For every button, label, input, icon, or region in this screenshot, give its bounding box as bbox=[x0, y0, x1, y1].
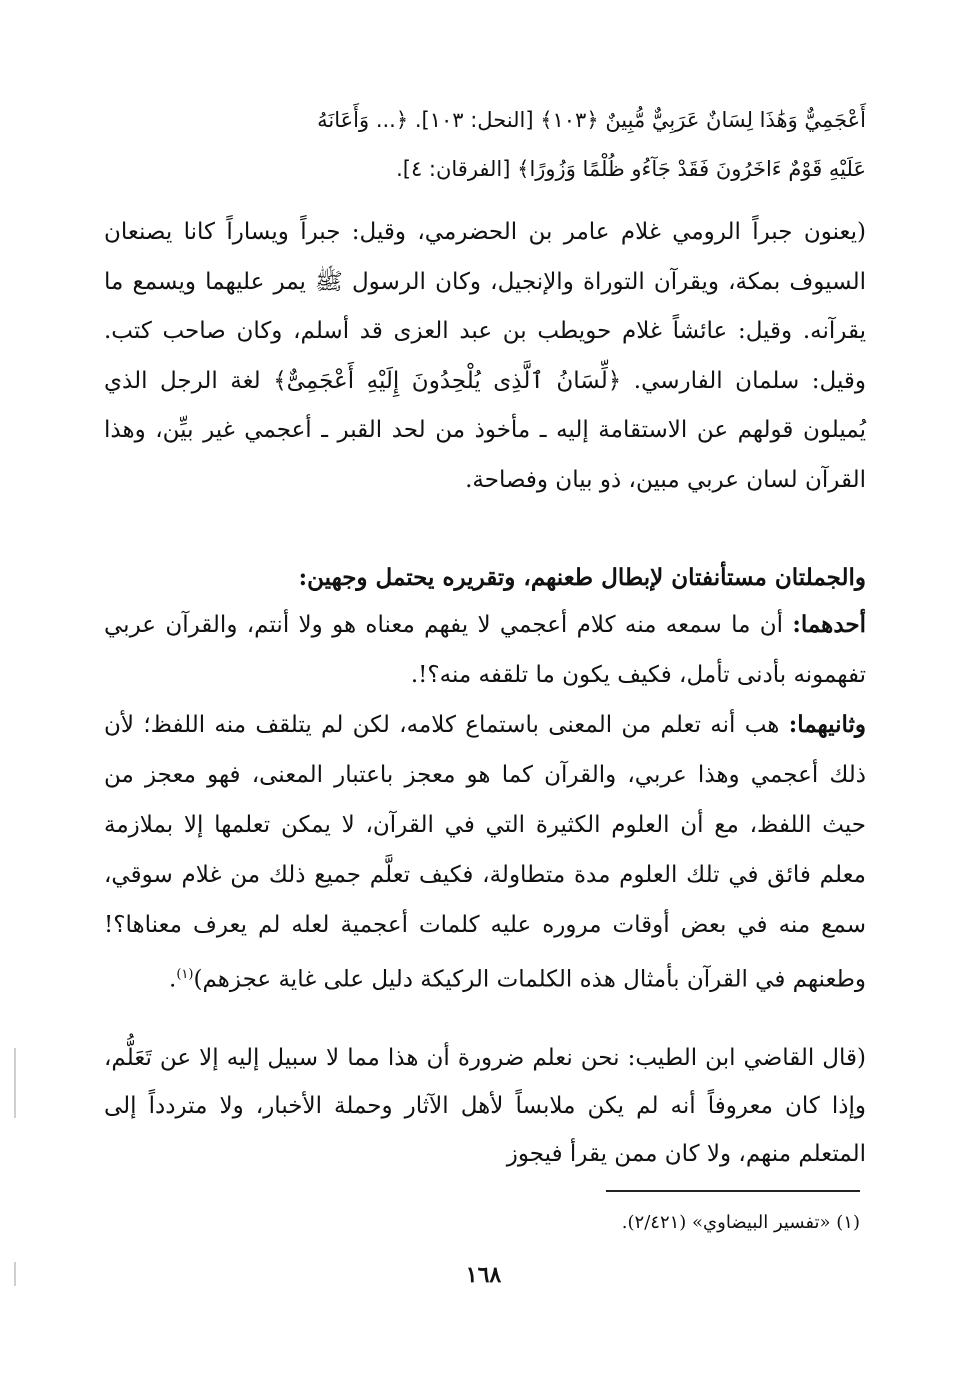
second-aspect-text: هب أنه تعلم من المعنى باستماع كلامه، لكن لم يتلقف منه اللفظ؛ لأن ذلك أعجمي وهذا عربي، والقرآن كما هو معجز باعتبار المعنى، فهو معجز من حيث اللفظ، مع أن العلوم الكثيرة التي في القرآن، لا يمكن تعلمها إلا بملازمة معلم فائق في تلك العلوم مدة متطاولة، فكيف تعلَّم جميع ذلك من غلام سوقي، سمع منه في بعض أوقات مروره عليه كلمات أعجمية لعله لم يعرف معناها؟! وطعنهم في القرآن بأمثال هذه الكلمات الركيكة دليل على غاية عجزهم) bbox=[104, 712, 866, 993]
first-aspect-label: أحدهما: bbox=[792, 611, 866, 638]
footnote: (١) «تفسير البيضاوي» (٢/٤٢١). bbox=[621, 1212, 860, 1233]
paragraph-commentary: (يعنون جبراً الرومي غلام عامر بن الحضرمي، وقيل: جبراً ويساراً كانا يصنعان السيوف بمكة، ويقرآن التوراة والإنجيل، وكان الرسول ﷺ يمر عليهما ويسمع ما يقرآنه. وقيل: عائشاً غلام حويطب بن عبد العزى قد أسلم، وكان صاحب كتب. وقيل: سلمان الفارسي. ﴿لِّسَانُ ٱلَّذِى يُلْحِدُونَ إِلَيْهِ أَعْجَمِىٌّ﴾ لغة الرجل الذي يُميلون قولهم عن الاستقامة إليه ـ مأخوذ من لحد القبر ـ أعجمي غير بيِّن، وهذا القرآن لسان عربي مبين، ذو بيان وفصاحة. bbox=[104, 219, 866, 493]
paragraph-first-aspect bbox=[104, 600, 866, 700]
verse-line-2: عَلَيْهِ قَوْمٌ ءَاخَرُونَ فَقَدْ جَآءُو ظُلْمًا وَزُورًا﴾ [الفرقان: ٤]. bbox=[396, 157, 866, 181]
paragraph-second-aspect bbox=[104, 700, 866, 1005]
scan-margin-mark bbox=[14, 1262, 16, 1286]
second-aspect-label: وثانيهما: bbox=[788, 711, 866, 738]
footnote-marker[interactable]: (١) bbox=[176, 967, 194, 982]
second-aspect-end: . bbox=[169, 966, 177, 993]
first-aspect-text: أن ما سمعه منه كلام أعجمي لا يفهم معناه هو ولا أنتم، والقرآن عربي تفهمونه بأدنى تأمل، فكيف يكون ما تلقفه منه؟!. bbox=[104, 612, 866, 688]
footnote-divider bbox=[606, 1190, 860, 1192]
paragraph-qadi-quote: (قال القاضي ابن الطيب: نحن نعلم ضرورة أن هذا مما لا سبيل إليه إلا عن تَعَلُّم، وإذا كان معروفاً أنه لم يكن ملابساً لأهل الآثار وحملة الأخبار، ولا متردداً إلى المتعلم منهم، ولا كان ممن يقرأ فيجوز bbox=[104, 1045, 866, 1167]
page-number: ١٦٨ bbox=[465, 1262, 502, 1288]
scan-margin-mark bbox=[14, 1048, 16, 1118]
verse-line-1: أَعْجَمِيٌّ وَهَٰذَا لِسَانٌ عَرَبِيٌّ مُّبِينٌ ﴿١٠٣﴾ [النحل: ١٠٣]. ﴿... وَأَعَانَهُ bbox=[317, 108, 866, 132]
section-heading: والجملتان مستأنفتان لإبطال طعنهم، وتقريره يحتمل وجهين: bbox=[298, 564, 866, 591]
quran-verse-block bbox=[104, 96, 866, 194]
